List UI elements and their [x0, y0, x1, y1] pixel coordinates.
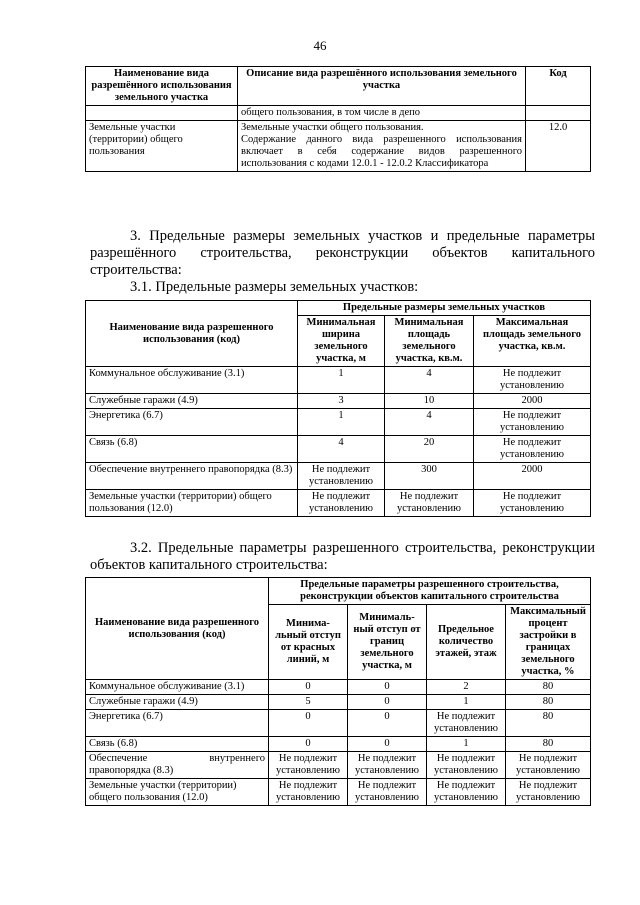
t3-col-boundaries: Минималь-ный отступ от границ земельного участка, м: [348, 605, 427, 680]
t3-cell: Не подлежит установлению: [269, 779, 348, 806]
t3-cell: Не подлежит установлению: [506, 779, 591, 806]
table-row: [86, 680, 591, 695]
table-land-plot-sizes: [85, 300, 591, 517]
t1-row-description: [238, 121, 526, 172]
t2-cell: 300: [385, 463, 474, 490]
t2-cell: 10: [385, 394, 474, 409]
t2-cell: Не подлежит установлению: [298, 463, 385, 490]
t3-cell: Не подлежит установлению: [348, 779, 427, 806]
t3-cell: 2: [427, 680, 506, 695]
t3-cell: 5: [269, 695, 348, 710]
t1-header-name: Наименование вида разрешённого использования земельного участка: [86, 67, 238, 106]
t3-row-name: Обеспечение внутреннего правопорядка (8.3): [86, 752, 269, 779]
t3-cell: Не подлежит установлению: [506, 752, 591, 779]
section3-heading: 3. Предельные размеры земельных участков и предельные параметры разрешённого строительства, реконструкции объектов капитального строительства:: [90, 228, 595, 278]
t2-cell: 20: [385, 436, 474, 463]
t3-row-name: Связь (6.8): [86, 737, 269, 752]
t1-row-name: Земельные участки (территории) общего пользования: [86, 121, 238, 172]
table-row: [86, 367, 591, 394]
table-row: [86, 409, 591, 436]
t2-cell: 1: [298, 409, 385, 436]
t2-cell: Не подлежит установлению: [474, 490, 591, 517]
t2-row-name: Земельные участки (территории) общего пользования (12.0): [86, 490, 298, 517]
t2-row-name: Обеспечение внутреннего правопорядка (8.3): [86, 463, 298, 490]
t2-col-min-area: Минимальная площадь земельного участка, кв.м.: [385, 316, 474, 367]
table-row: [86, 779, 591, 806]
table-row: [86, 394, 591, 409]
table-row: [86, 463, 591, 490]
t1-row-description-1: Земельные участки общего пользования.: [241, 122, 424, 133]
t3-cell: 0: [269, 680, 348, 695]
t1-row-description-2: Содержание данного вида разрешенного использования включает в себя содержание видов разрешенного использования с кодами 12.0.1 - 12.0.2 Классификатора: [241, 134, 522, 169]
t3-cell: 1: [427, 737, 506, 752]
t3-cell: Не подлежит установлению: [348, 752, 427, 779]
t2-cell: 4: [385, 409, 474, 436]
section32-heading: 3.2. Предельные параметры разрешенного строительства, реконструкции объектов капитального строительства:: [90, 540, 595, 573]
t3-row-name: Служебные гаражи (4.9): [86, 695, 269, 710]
t3-col-coverage: Максимальный процент застройки в границах земельного участка, %: [506, 605, 591, 680]
t2-cell: Не подлежит установлению: [474, 409, 591, 436]
table-row: [86, 490, 591, 517]
table-row: [86, 737, 591, 752]
t2-cell: 3: [298, 394, 385, 409]
t2-group-header: Предельные размеры земельных участков: [298, 301, 591, 316]
t2-row-name: Энергетика (6.7): [86, 409, 298, 436]
t3-cell: 80: [506, 710, 591, 737]
t2-cell: Не подлежит установлению: [474, 436, 591, 463]
t2-cell: 1: [298, 367, 385, 394]
t2-row-name: Связь (6.8): [86, 436, 298, 463]
t3-row-name: Коммунальное обслуживание (3.1): [86, 680, 269, 695]
t2-cell: Не подлежит установлению: [474, 367, 591, 394]
t1-cont-code-empty: [526, 106, 591, 121]
t1-header-code: Код: [526, 67, 591, 106]
t2-col-min-width: Минимальная ширина земельного участка, м: [298, 316, 385, 367]
t3-cell: 1: [427, 695, 506, 710]
page-number: 46: [313, 38, 327, 53]
t2-row-name: Коммунальное обслуживание (3.1): [86, 367, 298, 394]
t3-cell: 0: [348, 737, 427, 752]
t3-cell: 0: [348, 695, 427, 710]
t2-row-name: Служебные гаражи (4.9): [86, 394, 298, 409]
table-row: [86, 436, 591, 463]
t1-row-code: 12.0: [526, 121, 591, 172]
t3-cell: 80: [506, 695, 591, 710]
t3-header-name: Наименование вида разрешенного использования (код): [86, 578, 269, 680]
table-row: [86, 710, 591, 737]
t3-cell: 0: [269, 710, 348, 737]
t3-cell: Не подлежит установлению: [427, 779, 506, 806]
t3-group-header: Предельные параметры разрешенного строительства, реконструкции объектов капитального строительства: [269, 578, 591, 605]
t3-col-floors: Предельное количество этажей, этаж: [427, 605, 506, 680]
t3-cell: Не подлежит установлению: [427, 710, 506, 737]
t1-cont-empty: [86, 106, 238, 121]
t3-col-red-lines: Минима-льный отступ от красных линий, м: [269, 605, 348, 680]
t3-cell: 0: [348, 710, 427, 737]
t2-cell: 2000: [474, 394, 591, 409]
t3-cell: 0: [269, 737, 348, 752]
t1-header-description: Описание вида разрешённого использования земельного участка: [238, 67, 526, 106]
t2-cell: 2000: [474, 463, 591, 490]
t3-cell: Не подлежит установлению: [427, 752, 506, 779]
t2-cell: Не подлежит установлению: [385, 490, 474, 517]
t2-col-max-area: Максимальная площадь земельного участка, кв.м.: [474, 316, 591, 367]
t3-row-name: Энергетика (6.7): [86, 710, 269, 737]
t2-cell: Не подлежит установлению: [298, 490, 385, 517]
t3-row-name: Земельные участки (территории) общего пользования (12.0): [86, 779, 269, 806]
table-construction-parameters: [85, 577, 591, 806]
table-row: [86, 695, 591, 710]
t1-continuation: общего пользования, в том числе в депо: [238, 106, 526, 121]
t3-cell: 80: [506, 737, 591, 752]
table-row: [86, 752, 591, 779]
t3-cell: 80: [506, 680, 591, 695]
t2-cell: 4: [298, 436, 385, 463]
t3-cell: Не подлежит установлению: [269, 752, 348, 779]
t2-header-name: Наименование вида разрешенного использования (код): [86, 301, 298, 367]
t2-cell: 4: [385, 367, 474, 394]
table-land-use-continuation: [85, 66, 591, 172]
t3-cell: 0: [348, 680, 427, 695]
section31-heading: 3.1. Предельные размеры земельных участков:: [130, 279, 419, 295]
